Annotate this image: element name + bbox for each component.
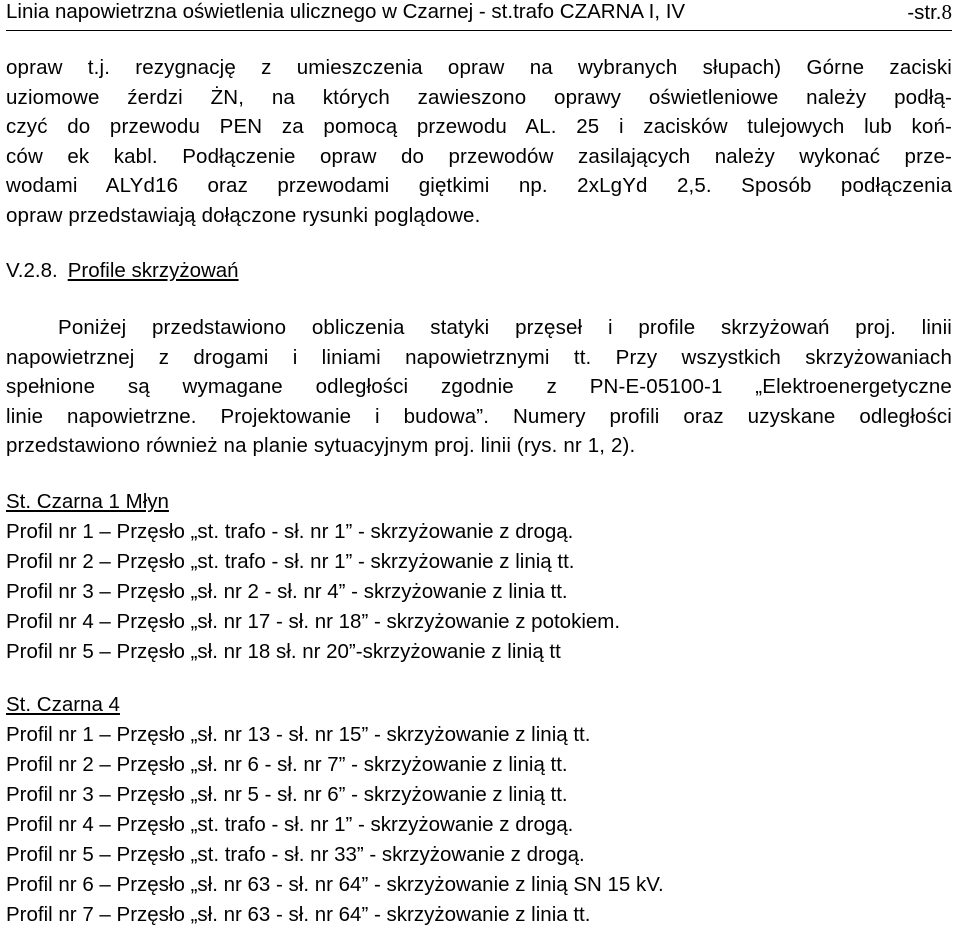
paragraph-opraw xyxy=(6,53,952,230)
paragraph-line: ców ek kabl. Podłączenie opraw do przewodów zasilających należy wykonać prze- xyxy=(6,144,952,168)
paragraph-line: opraw t.j. rezygnację z umieszczenia opraw na wybranych słupach) Górne zaciski xyxy=(6,56,952,79)
profile-row: Profil nr 3 – Przęsło „sł. nr 5 - sł. nr 6” - skrzyżowanie z linią tt. xyxy=(6,783,568,806)
page-number xyxy=(907,0,952,25)
paragraph-line: opraw przedstawiają dołączone rysunki poglądowe. xyxy=(6,203,481,227)
profile-group-czarna-4 xyxy=(6,690,952,930)
profile-row: Profil nr 5 – Przęsło „sł. nr 18 sł. nr 20”-skrzyżowanie z linią tt xyxy=(6,640,561,663)
page-label: -str. xyxy=(907,1,942,24)
page-header xyxy=(6,0,952,31)
profile-row: Profil nr 4 – Przęsło „sł. nr 17 - sł. nr 18” - skrzyżowanie z potokiem. xyxy=(6,610,621,633)
profile-row: Profil nr 3 – Przęsło „sł. nr 2 - sł. nr 4” - skrzyżowanie z linia tt. xyxy=(6,580,568,603)
paragraph-line: Poniżej przedstawiono obliczenia statyki przęseł i profile skrzyżowań proj. linii xyxy=(58,316,952,339)
section-title: Profile skrzyżowań xyxy=(67,259,239,282)
section-number: V.2.8. xyxy=(6,259,58,282)
paragraph-line: linie napowietrzne. Projektowanie i budowa”. Numery profili oraz uzyskane odległości xyxy=(6,404,952,428)
profile-row: Profil nr 2 – Przęsło „st. trafo - sł. nr 1” - skrzyżowanie z linią tt. xyxy=(6,550,575,573)
paragraph-line: spełnione są wymagane odległości zgodnie z PN-E-05100-1 „Elektroenergetyczne xyxy=(6,375,952,398)
profile-row: Profil nr 1 – Przęsło „sł. nr 13 - sł. nr 15” - skrzyżowanie z linią tt. xyxy=(6,723,591,746)
paragraph-line: napowietrznej z drogami i liniami napowietrznymi tt. Przy wszystkich skrzyżowaniach xyxy=(6,345,952,369)
header-title: Linia napowietrzna oświetlenia ulicznego w Czarnej - st.trafo CZARNA I, IV xyxy=(6,0,686,23)
paragraph-profiles-intro xyxy=(6,313,952,461)
page-number-value: 8 xyxy=(941,0,952,24)
profile-row: Profil nr 6 – Przęsło „sł. nr 63 - sł. nr 64” - skrzyżowanie z linią SN 15 kV. xyxy=(6,873,664,896)
profile-group-czarna-1 xyxy=(6,487,952,667)
profile-row: Profil nr 7 – Przęsło „sł. nr 63 - sł. nr 64” - skrzyżowanie z linia tt. xyxy=(6,903,591,926)
profile-row: Profil nr 4 – Przęsło „st. trafo - sł. nr 1” - skrzyżowanie z drogą. xyxy=(6,813,574,836)
group-title: St. Czarna 4 xyxy=(6,693,120,716)
paragraph-line: czyć do przewodu PEN za pomocą przewodu AL. 25 i zacisków tulejowych lub koń- xyxy=(6,115,952,138)
profile-row: Profil nr 5 – Przęsło „st. trafo - sł. nr 33” - skrzyżowanie z drogą. xyxy=(6,843,585,866)
paragraph-line: wodami ALYd16 oraz przewodami giętkimi np. 2xLgYd 2,5. Sposób podłączenia xyxy=(6,174,952,197)
profile-row: Profil nr 2 – Przęsło „sł. nr 6 - sł. nr 7” - skrzyżowanie z linią tt. xyxy=(6,753,568,776)
group-title: St. Czarna 1 Młyn xyxy=(6,490,169,513)
paragraph-line: uziomowe źerdzi ŻN, na których zawieszono oprawy oświetleniowe należy podłą- xyxy=(6,85,952,109)
section-heading xyxy=(6,258,239,284)
profile-row: Profil nr 1 – Przęsło „st. trafo - sł. nr 1” - skrzyżowanie z drogą. xyxy=(6,520,574,543)
paragraph-line: przedstawiono również na planie sytuacyjnym proj. linii (rys. nr 1, 2). xyxy=(6,434,636,457)
